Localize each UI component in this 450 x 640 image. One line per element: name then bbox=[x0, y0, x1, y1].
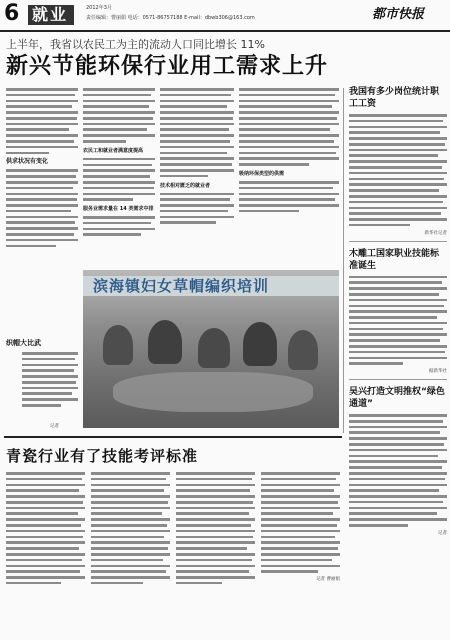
lead-subhead-4: 技术相对匮乏的就业者 bbox=[160, 182, 211, 189]
photo-side-credit: 记者 bbox=[50, 424, 59, 429]
lead-subhead-5: 吸纳环保类型的供需 bbox=[239, 170, 285, 177]
lead-column-3 bbox=[160, 88, 234, 268]
sidebar-item-2-byline: 据新华社 bbox=[429, 369, 447, 375]
bottom-column-2 bbox=[91, 472, 170, 632]
bottom-columns bbox=[6, 472, 340, 632]
column-divider bbox=[343, 88, 344, 433]
sidebar-item-2-title: 木雕工国家职业技能标准诞生 bbox=[349, 248, 440, 271]
date-line: 2012年3月 bbox=[86, 5, 112, 11]
bottom-headline: 青瓷行业有了技能考评标准 bbox=[6, 447, 199, 465]
lead-kicker: 上半年，我省以农民工为主的流动人口同比增长 11% bbox=[6, 38, 265, 51]
bottom-column-4 bbox=[261, 472, 340, 632]
lead-headline: 新兴节能环保行业用工需求上升 bbox=[6, 54, 329, 79]
sidebar bbox=[349, 86, 447, 631]
masthead-rule bbox=[0, 30, 450, 32]
bottom-column-1 bbox=[6, 472, 85, 632]
section-name: 就业 bbox=[32, 5, 69, 24]
photo-figures bbox=[93, 310, 329, 420]
lead-column-4 bbox=[239, 88, 339, 268]
bottom-rule bbox=[4, 436, 342, 438]
lead-photo bbox=[83, 270, 339, 428]
photo-banner-text: 滨海镇妇女草帽编织培训 bbox=[93, 277, 270, 295]
sidebar-item-3-title: 吴兴打造文明推权“绿色通道” bbox=[349, 387, 445, 410]
lead-column-2 bbox=[83, 88, 155, 268]
lead-subhead-3: 服务业需求量在 14 类需求中排 bbox=[83, 206, 154, 213]
bottom-byline: 记者 曹丽娟 bbox=[316, 577, 340, 583]
photo-side-text bbox=[22, 352, 78, 422]
sidebar-item-1-byline: 新华社记者 bbox=[424, 230, 447, 236]
photo-side-caption: 织帽大比武 bbox=[6, 339, 41, 347]
bottom-column-3 bbox=[176, 472, 255, 632]
sidebar-item-3-byline: 记者 bbox=[438, 530, 447, 536]
page-number: 6 bbox=[4, 1, 20, 26]
masthead bbox=[0, 0, 450, 40]
paper-name: 都市快报 bbox=[372, 7, 425, 22]
lead-subhead-2: 农民工和就业者满意度提高 bbox=[83, 147, 144, 154]
sidebar-item-1-title: 我国有多少岗位统计职工工资 bbox=[349, 87, 440, 109]
lead-subhead-1: 供求状况有变化 bbox=[6, 158, 49, 166]
editor-line: 责任编辑：曹丽娟 电话：0571-86757188 E-mail：dbwb306@163.com bbox=[86, 15, 255, 21]
